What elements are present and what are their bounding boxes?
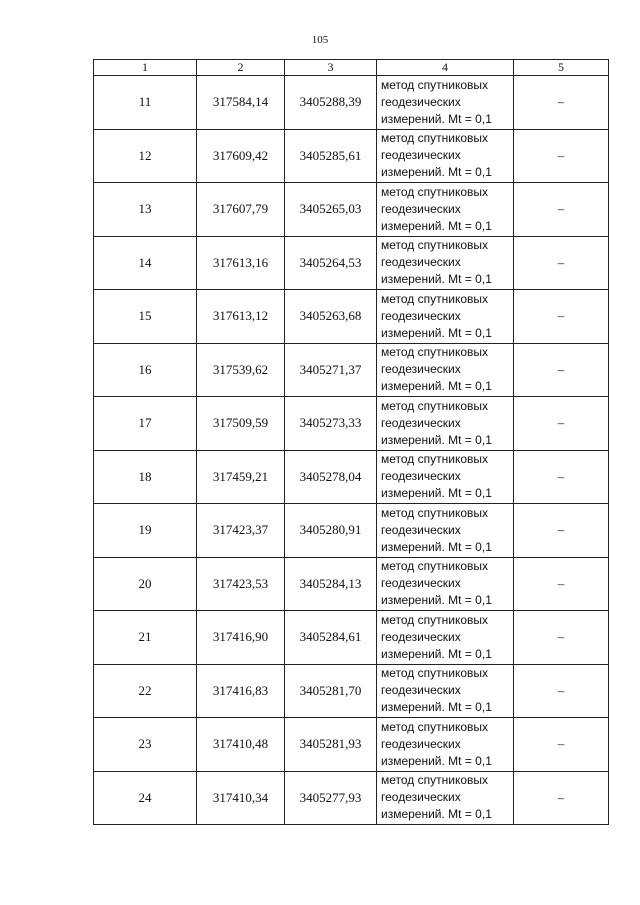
x-coordinate-cell: 317423,37 <box>197 504 285 558</box>
y-coordinate-cell: 3405281,70 <box>285 664 377 718</box>
point-number-cell: 14 <box>94 236 197 290</box>
x-coordinate-cell: 317423,53 <box>197 557 285 611</box>
point-number-cell: 16 <box>94 343 197 397</box>
method-line: геодезических <box>381 362 461 377</box>
method-line: метод спутниковых <box>381 291 489 306</box>
method-line: метод спутниковых <box>381 77 489 92</box>
note-cell: – <box>514 183 609 237</box>
method-line: геодезических <box>381 308 461 323</box>
method-line: метод спутниковых <box>381 452 489 467</box>
y-coordinate-cell: 3405278,04 <box>285 450 377 504</box>
y-coordinate-cell: 3405284,61 <box>285 611 377 665</box>
method-line: метод спутниковых <box>381 345 489 360</box>
method-cell <box>377 557 514 611</box>
method-line: измерений. Mt = 0,1 <box>381 646 492 661</box>
table-row <box>94 290 609 344</box>
x-coordinate-cell: 317416,90 <box>197 611 285 665</box>
method-line: измерений. Mt = 0,1 <box>381 700 492 715</box>
table-row <box>94 664 609 718</box>
point-number-cell: 15 <box>94 290 197 344</box>
y-coordinate-cell: 3405277,93 <box>285 771 377 825</box>
x-coordinate-cell: 317613,16 <box>197 236 285 290</box>
method-cell <box>377 664 514 718</box>
x-coordinate-cell: 317509,59 <box>197 397 285 451</box>
table-row <box>94 183 609 237</box>
method-cell <box>377 236 514 290</box>
table-row <box>94 397 609 451</box>
method-line: метод спутниковых <box>381 184 489 199</box>
note-cell: – <box>514 611 609 665</box>
method-line: измерений. Mt = 0,1 <box>381 272 492 287</box>
method-line: измерений. Mt = 0,1 <box>381 165 492 180</box>
method-line: метод спутниковых <box>381 719 489 734</box>
table-row <box>94 129 609 183</box>
method-line: геодезических <box>381 629 461 644</box>
point-number-cell: 19 <box>94 504 197 558</box>
note-cell: – <box>514 397 609 451</box>
method-line: метод спутниковых <box>381 238 489 253</box>
method-line: геодезических <box>381 683 461 698</box>
note-cell: – <box>514 76 609 130</box>
method-line: измерений. Mt = 0,1 <box>381 325 492 340</box>
method-line: метод спутниковых <box>381 559 489 574</box>
coordinates-table <box>93 59 609 825</box>
x-coordinate-cell: 317613,12 <box>197 290 285 344</box>
point-number-cell: 17 <box>94 397 197 451</box>
table-row <box>94 236 609 290</box>
note-cell: – <box>514 343 609 397</box>
note-cell: – <box>514 557 609 611</box>
point-number-cell: 13 <box>94 183 197 237</box>
method-line: измерений. Mt = 0,1 <box>381 218 492 233</box>
method-line: метод спутниковых <box>381 612 489 627</box>
table-header-row <box>94 60 609 76</box>
method-line: геодезических <box>381 94 461 109</box>
method-cell <box>377 76 514 130</box>
table-row <box>94 450 609 504</box>
method-cell <box>377 290 514 344</box>
method-line: измерений. Mt = 0,1 <box>381 432 492 447</box>
method-line: метод спутниковых <box>381 666 489 681</box>
y-coordinate-cell: 3405271,37 <box>285 343 377 397</box>
point-number-cell: 20 <box>94 557 197 611</box>
y-coordinate-cell: 3405288,39 <box>285 76 377 130</box>
table-row <box>94 718 609 772</box>
method-cell <box>377 450 514 504</box>
method-cell <box>377 343 514 397</box>
x-coordinate-cell: 317539,62 <box>197 343 285 397</box>
method-line: измерений. Mt = 0,1 <box>381 486 492 501</box>
y-coordinate-cell: 3405284,13 <box>285 557 377 611</box>
table-row <box>94 76 609 130</box>
note-cell: – <box>514 771 609 825</box>
method-cell <box>377 771 514 825</box>
point-number-cell: 11 <box>94 76 197 130</box>
point-number-cell: 18 <box>94 450 197 504</box>
method-cell <box>377 504 514 558</box>
method-line: метод спутниковых <box>381 398 489 413</box>
note-cell: – <box>514 129 609 183</box>
point-number-cell: 24 <box>94 771 197 825</box>
method-line: геодезических <box>381 522 461 537</box>
y-coordinate-cell: 3405273,33 <box>285 397 377 451</box>
note-cell: – <box>514 450 609 504</box>
method-cell <box>377 183 514 237</box>
table-row <box>94 771 609 825</box>
method-cell <box>377 718 514 772</box>
table-row <box>94 557 609 611</box>
method-line: измерений. Mt = 0,1 <box>381 111 492 126</box>
method-line: измерений. Mt = 0,1 <box>381 379 492 394</box>
method-line: геодезических <box>381 736 461 751</box>
table-row <box>94 343 609 397</box>
y-coordinate-cell: 3405264,53 <box>285 236 377 290</box>
point-number-cell: 21 <box>94 611 197 665</box>
method-line: измерений. Mt = 0,1 <box>381 593 492 608</box>
y-coordinate-cell: 3405285,61 <box>285 129 377 183</box>
method-cell <box>377 611 514 665</box>
column-header: 1 <box>94 60 197 76</box>
note-cell: – <box>514 718 609 772</box>
point-number-cell: 22 <box>94 664 197 718</box>
method-line: измерений. Mt = 0,1 <box>381 539 492 554</box>
method-line: геодезических <box>381 201 461 216</box>
note-cell: – <box>514 504 609 558</box>
point-number-cell: 12 <box>94 129 197 183</box>
column-header: 2 <box>197 60 285 76</box>
note-cell: – <box>514 664 609 718</box>
method-line: метод спутниковых <box>381 773 489 788</box>
method-line: геодезических <box>381 415 461 430</box>
x-coordinate-cell: 317416,83 <box>197 664 285 718</box>
method-line: метод спутниковых <box>381 131 489 146</box>
x-coordinate-cell: 317607,79 <box>197 183 285 237</box>
y-coordinate-cell: 3405263,68 <box>285 290 377 344</box>
method-line: геодезических <box>381 576 461 591</box>
method-line: геодезических <box>381 790 461 805</box>
y-coordinate-cell: 3405281,93 <box>285 718 377 772</box>
note-cell: – <box>514 290 609 344</box>
y-coordinate-cell: 3405265,03 <box>285 183 377 237</box>
note-cell: – <box>514 236 609 290</box>
column-header: 4 <box>377 60 514 76</box>
table-row <box>94 611 609 665</box>
method-line: геодезических <box>381 469 461 484</box>
point-number-cell: 23 <box>94 718 197 772</box>
page-number: 105 <box>311 34 329 46</box>
method-line: метод спутниковых <box>381 505 489 520</box>
x-coordinate-cell: 317609,42 <box>197 129 285 183</box>
column-header: 3 <box>285 60 377 76</box>
table-row <box>94 504 609 558</box>
x-coordinate-cell: 317410,34 <box>197 771 285 825</box>
method-line: геодезических <box>381 148 461 163</box>
method-line: измерений. Mt = 0,1 <box>381 753 492 768</box>
column-header: 5 <box>514 60 609 76</box>
y-coordinate-cell: 3405280,91 <box>285 504 377 558</box>
method-line: измерений. Mt = 0,1 <box>381 807 492 822</box>
x-coordinate-cell: 317584,14 <box>197 76 285 130</box>
x-coordinate-cell: 317459,21 <box>197 450 285 504</box>
method-line: геодезических <box>381 255 461 270</box>
method-cell <box>377 397 514 451</box>
x-coordinate-cell: 317410,48 <box>197 718 285 772</box>
method-cell <box>377 129 514 183</box>
